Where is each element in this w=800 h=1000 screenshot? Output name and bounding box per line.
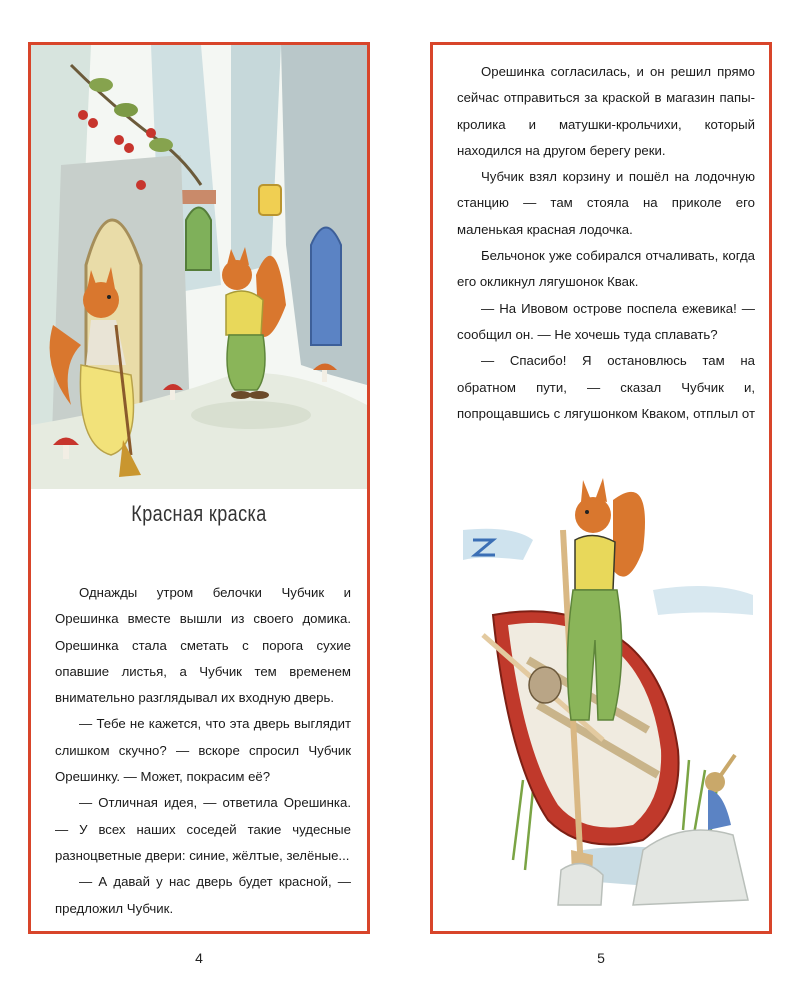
page-number-right: 5	[597, 950, 605, 966]
paragraph: Чубчик взял корзину и пошёл на лодочную станцию — там стояла на приколе его маленькая красная лодочка.	[457, 169, 755, 237]
squirrels-at-door-illustration	[31, 45, 367, 489]
page-number-left: 4	[195, 950, 203, 966]
story-title: Красная краска	[131, 501, 267, 526]
right-page	[430, 42, 772, 934]
squirrel-in-boat-illustration	[453, 430, 753, 910]
paragraph: — Спасибо! Я остановлюсь там на обратном пути, — сказал Чубчик и, попрощавшись с лягушонком Кваком, отплыл от	[457, 353, 755, 421]
paragraph: Орешинка согласилась, и он решил прямо сейчас отправиться за краской в магазин папы-кролика и матушки-крольчихи, который находился на другом берегу реки.	[457, 64, 755, 158]
right-page-text	[457, 59, 755, 453]
paragraph: — На Ивовом острове поспела ежевика! — сообщил он. — Не хочешь туда сплавать?	[457, 300, 755, 342]
paragraph: Бельчонок уже собирался отчаливать, когда его окликнул лягушонок Квак.	[457, 248, 755, 290]
left-page	[28, 42, 370, 934]
paragraph: Однажды утром белочки Чубчик и Орешинка вместе вышли из своего домика. Орешинка стала сметать с порога сухие опавшие листья, а Чубчик тем временем внимательно разглядывал их входную дверь.	[55, 585, 351, 706]
paragraph: — Отличная идея, — ответила Орешинка. — У всех наших соседей такие чудесные разноцветные двери: синие, жёлтые, зелёные...	[55, 795, 351, 863]
paragraph: — А давай у нас дверь будет красной, — предложил Чубчик.	[55, 874, 351, 916]
left-page-text	[55, 580, 351, 922]
paragraph: — Тебе не кажется, что эта дверь выглядит слишком скучно? — вскоре спросил Чубчик Орешинку. — Может, покрасим её?	[55, 716, 351, 785]
